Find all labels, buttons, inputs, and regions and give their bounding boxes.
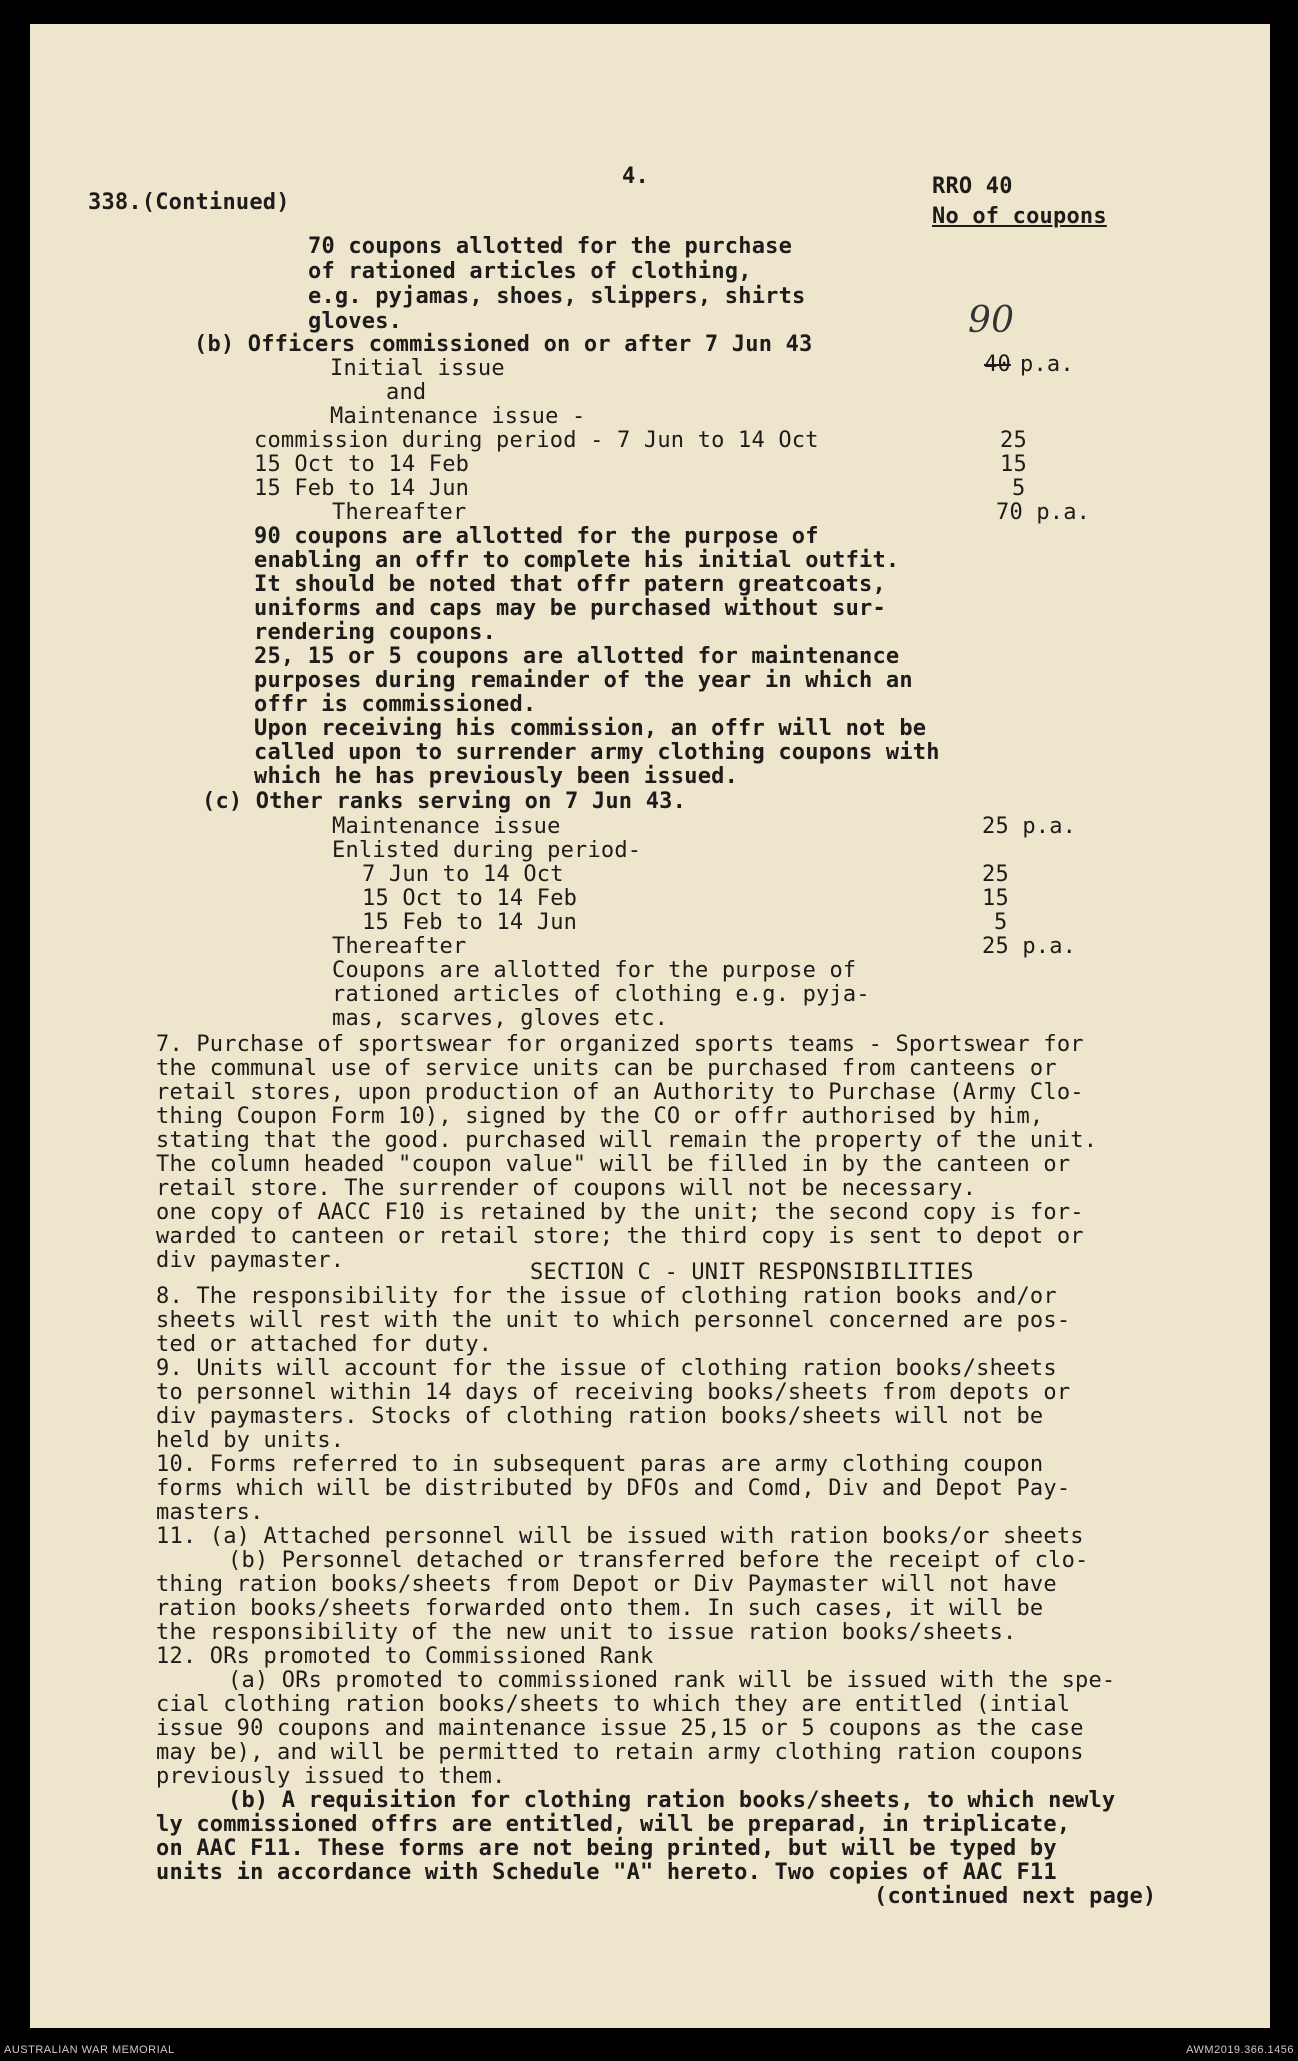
text-line: 10. Forms referred to in subsequent paras are army clothing coupon: [156, 1452, 1044, 1477]
coupon-value: 25 p.a.: [982, 814, 1077, 839]
text-line: thing ration books/sheets from Depot or Div Paymaster will not have: [156, 1572, 1057, 1597]
text-line: (a) ORs promoted to commissioned rank will be issued with the spe-: [228, 1668, 1116, 1693]
text-line: on AAC F11. These forms are not being printed, but will be typed by: [156, 1836, 1057, 1861]
text-line: (c) Other ranks serving on 7 Jun 43.: [202, 789, 687, 814]
text-line: may be), and will be permitted to retain army clothing ration coupons: [156, 1740, 1084, 1765]
text-line: to personnel within 14 days of receiving books/sheets from depots or: [156, 1380, 1071, 1405]
text-line: rationed articles of clothing e.g. pyja-: [332, 982, 870, 1007]
text-line: the communal use of service units can be purchased from canteens or: [156, 1056, 1057, 1081]
text-line: 12. ORs promoted to Commissioned Rank: [156, 1644, 654, 1669]
text-line: ly commissioned offrs are entitled, will be preparad, in triplicate,: [156, 1812, 1071, 1837]
text-line: It should be noted that offr patern greatcoats,: [254, 572, 886, 597]
text-line: the responsibility of the new unit to issue ration books/sheets.: [156, 1620, 1017, 1645]
text-line: 11. (a) Attached personnel will be issued with ration books/or sheets: [156, 1524, 1084, 1549]
text-line: div paymaster.: [156, 1248, 345, 1273]
coupon-value: 5: [994, 910, 1008, 935]
continued-note: (continued next page): [874, 1884, 1157, 1909]
text-line: 15 Oct to 14 Feb: [254, 452, 470, 477]
text-line: and: [386, 380, 427, 405]
text-line: 70 coupons allotted for the purchase: [308, 234, 793, 259]
text-line: retail store. The surrender of coupons will not be necessary.: [156, 1176, 977, 1201]
coupon-value: 5: [1012, 476, 1026, 501]
text-line: issue 90 coupons and maintenance issue 25,15 or 5 coupons as the case: [156, 1716, 1084, 1741]
text-line: The column headed "coupon value" will be filled in by the canteen or: [156, 1152, 1071, 1177]
coupon-value: 15: [1000, 452, 1027, 477]
text-line: offr is commissioned.: [254, 692, 537, 717]
text-line: e.g. pyjamas, shoes, slippers, shirts: [308, 284, 806, 309]
text-line: warded to canteen or retail store; the third copy is sent to depot or: [156, 1224, 1084, 1249]
coupon-unit: p.a.: [1020, 352, 1074, 377]
text-line: purposes during remainder of the year in which an: [254, 668, 913, 693]
text-line: of rationed articles of clothing,: [308, 259, 752, 284]
text-line: forms which will be distributed by DFOs and Comd, Div and Depot Pay-: [156, 1476, 1071, 1501]
text-line: 7 Jun to 14 Oct: [362, 862, 564, 887]
text-line: cial clothing ration books/sheets to which they are entitled (intial: [156, 1692, 1071, 1717]
text-line: Enlisted during period-: [332, 838, 642, 863]
text-line: units in accordance with Schedule "A" hereto. Two copies of AAC F11: [156, 1860, 1057, 1885]
text-line: enabling an offr to complete his initial outfit.: [254, 548, 900, 573]
text-line: which he has previously been issued.: [254, 764, 739, 789]
text-line: ration books/sheets forwarded onto them. In such cases, it will be: [156, 1596, 1044, 1621]
page-number: 4.: [622, 164, 649, 189]
text-line: called upon to surrender army clothing coupons with: [254, 740, 940, 765]
coupon-column-heading: No of coupons: [932, 204, 1107, 229]
text-line: Thereafter: [332, 934, 467, 959]
text-line: 8. The responsibility for the issue of clothing ration books and/or: [156, 1284, 1057, 1309]
text-line: (b) Officers commissioned on or after 7 Jun 43: [194, 332, 813, 357]
text-line: Maintenance issue -: [330, 404, 586, 429]
text-line: held by units.: [156, 1428, 345, 1453]
text-line: 15 Feb to 14 Jun: [362, 910, 578, 935]
text-line: gloves.: [308, 309, 403, 334]
text-line: retail stores, upon production of an Authority to Purchase (Army Clo-: [156, 1080, 1084, 1105]
text-line: (b) A requisition for clothing ration books/sheets, to which newly: [228, 1788, 1116, 1813]
text-line: one copy of AACC F10 is retained by the unit; the second copy is for-: [156, 1200, 1084, 1225]
coupon-value: 25 p.a.: [982, 934, 1077, 959]
text-line: stating that the good. purchased will remain the property of the unit.: [156, 1128, 1098, 1153]
text-line: sheets will rest with the unit to which personnel concerned are pos-: [156, 1308, 1071, 1333]
text-line: mas, scarves, gloves etc.: [332, 1006, 669, 1031]
text-line: 25, 15 or 5 coupons are allotted for maintenance: [254, 644, 900, 669]
text-line: 7. Purchase of sportswear for organized sports teams - Sportswear for: [156, 1032, 1084, 1057]
text-line: Coupons are allotted for the purpose of: [332, 958, 857, 983]
paragraph-reference: 338.(Continued): [88, 190, 290, 215]
text-line: previously issued to them.: [156, 1764, 506, 1789]
text-line: Maintenance issue: [332, 814, 561, 839]
text-line: ted or attached for duty.: [156, 1332, 493, 1357]
text-line: 15 Oct to 14 Feb: [362, 886, 578, 911]
text-line: Initial issue: [330, 356, 505, 381]
text-line: (b) Personnel detached or transferred before the receipt of clo-: [228, 1548, 1089, 1573]
text-line: rendering coupons.: [254, 620, 497, 645]
text-line: 15 Feb to 14 Jun: [254, 476, 470, 501]
text-line: div paymasters. Stocks of clothing ration books/sheets will not be: [156, 1404, 1044, 1429]
text-line: 9. Units will account for the issue of clothing ration books/sheets: [156, 1356, 1057, 1381]
section-heading: SECTION C - UNIT RESPONSIBILITIES: [530, 1260, 974, 1285]
text-line: uniforms and caps may be purchased without sur-: [254, 596, 886, 621]
text-line: 90 coupons are allotted for the purpose of: [254, 524, 819, 549]
coupon-value: 25: [1000, 428, 1027, 453]
archive-credit: AUSTRALIAN WAR MEMORIAL: [4, 2044, 175, 2056]
text-line: thing Coupon Form 10), signed by the CO or offr authorised by him,: [156, 1104, 1044, 1129]
text-line: Thereafter: [332, 500, 467, 525]
order-reference: RRO 40: [932, 174, 1013, 199]
coupon-value: 70 p.a.: [996, 500, 1091, 525]
struck-value: 40: [984, 352, 1011, 377]
archive-reference: AWM2019.366.1456: [1186, 2044, 1294, 2056]
coupon-value: 25: [982, 862, 1009, 887]
coupon-value: 15: [982, 886, 1009, 911]
document-page: [30, 24, 1270, 2028]
text-line: commission during period - 7 Jun to 14 Oct: [254, 428, 819, 453]
text-line: Upon receiving his commission, an offr will not be: [254, 716, 927, 741]
handwritten-correction: 90: [968, 300, 1015, 341]
text-line: masters.: [156, 1500, 264, 1525]
